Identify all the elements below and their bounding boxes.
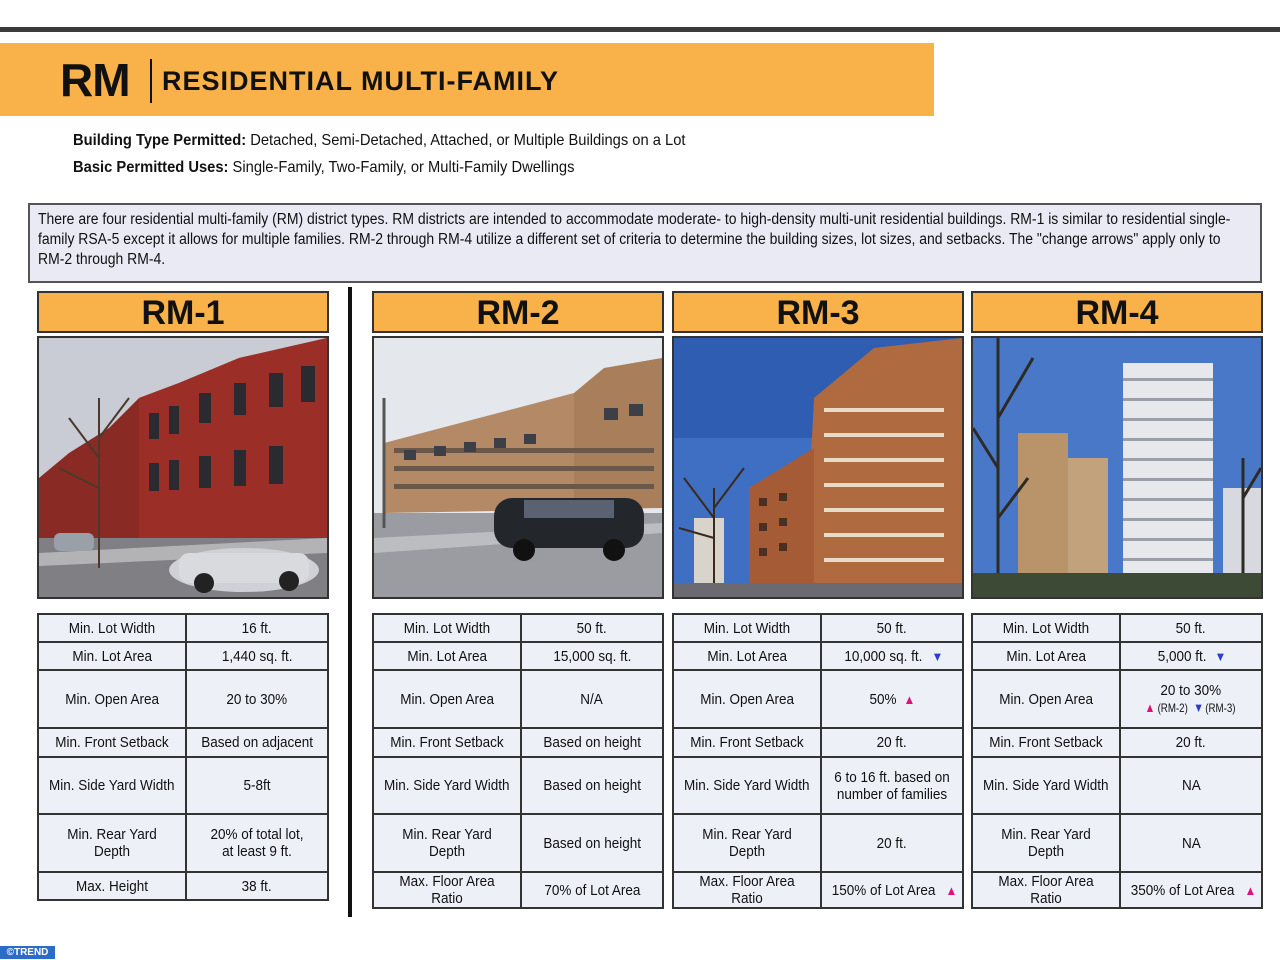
row-label: Min. Front Setback xyxy=(989,734,1103,751)
rm1-spec-table xyxy=(37,613,329,901)
row-label: Min. Lot Area xyxy=(72,647,152,665)
row-label: Min. Open Area xyxy=(999,690,1093,708)
building-type-value: Detached, Semi-Detached, Attached, or Multiple Buildings on a Lot xyxy=(250,132,686,149)
row-label: Max. Height xyxy=(75,877,149,895)
down-arrow-icon: ▼ xyxy=(1193,699,1204,715)
row-label: Min. Lot Area xyxy=(707,647,787,665)
row-label: Min. Open Area xyxy=(65,690,159,708)
table-row xyxy=(38,670,328,728)
district-rm1 xyxy=(37,291,329,895)
table-row xyxy=(972,814,1262,872)
row-label: Min. Lot Width xyxy=(703,619,791,637)
row-value: NA xyxy=(1181,777,1201,794)
title-separator xyxy=(150,59,152,103)
row-value: 20 to 30% xyxy=(1160,681,1222,699)
table-row xyxy=(38,872,328,900)
table-row xyxy=(38,614,328,642)
row-label: Min. Lot Width xyxy=(1002,619,1090,637)
note-rm2: (RM-2) xyxy=(1157,700,1188,715)
row-value: 50 ft. xyxy=(876,619,908,637)
district-heading: RM-1 xyxy=(37,291,329,333)
row-label: Min. Rear Yard Depth xyxy=(402,826,492,860)
row-value: 1,440 sq. ft. xyxy=(221,647,293,665)
district-heading: RM-3 xyxy=(672,291,964,333)
top-rule xyxy=(0,27,1280,32)
row-value: N/A xyxy=(580,690,604,708)
zone-code: RM xyxy=(60,54,130,106)
table-row xyxy=(673,872,963,908)
permitted-uses-line xyxy=(73,158,574,178)
column-divider xyxy=(348,287,352,917)
table-row xyxy=(673,728,963,757)
table-row xyxy=(373,814,663,872)
table-row xyxy=(673,670,963,728)
row-value: 20 to 30% xyxy=(226,690,288,708)
row-label: Min. Rear Yard Depth xyxy=(1001,826,1091,860)
row-label: Max. Floor Area Ratio xyxy=(998,873,1094,907)
row-value: NA xyxy=(1181,834,1201,852)
up-arrow-icon: ▲ xyxy=(945,882,958,898)
row-value: 50 ft. xyxy=(576,619,608,637)
row-value: Based on adjacent xyxy=(201,734,313,751)
table-row xyxy=(673,642,963,670)
up-arrow-icon: ▲ xyxy=(1144,699,1156,715)
row-value: 5-8ft xyxy=(243,777,271,794)
district-heading: RM-4 xyxy=(971,291,1263,333)
table-row xyxy=(38,757,328,814)
row-label: Min. Side Yard Width xyxy=(684,777,810,794)
up-arrow-icon: ▲ xyxy=(1244,882,1257,898)
title-banner xyxy=(0,43,934,116)
table-row xyxy=(373,642,663,670)
district-heading: RM-2 xyxy=(372,291,664,333)
district-rm4 xyxy=(971,291,1263,907)
row-label: Min. Front Setback xyxy=(390,734,504,751)
row-label: Min. Lot Width xyxy=(68,619,156,637)
down-arrow-icon: ▼ xyxy=(931,648,944,664)
row-value: 150% of Lot Area xyxy=(831,881,936,899)
table-row xyxy=(972,670,1262,728)
rm2-photo xyxy=(372,336,664,599)
row-label: Min. Side Yard Width xyxy=(384,777,510,794)
building-type-line xyxy=(73,131,686,151)
table-row xyxy=(373,670,663,728)
row-value: Based on height xyxy=(543,734,641,751)
district-rm2 xyxy=(372,291,664,907)
row-value: 50% xyxy=(869,690,897,708)
permitted-uses-value: Single-Family, Two-Family, or Multi-Family Dwellings xyxy=(232,159,575,176)
table-row xyxy=(373,757,663,814)
row-value: 70% of Lot Area xyxy=(543,881,641,899)
table-row xyxy=(972,642,1262,670)
table-row xyxy=(373,614,663,642)
row-label: Min. Lot Area xyxy=(407,647,487,665)
row-value: 20 ft. xyxy=(876,734,908,751)
table-row xyxy=(972,872,1262,908)
row-label: Min. Lot Width xyxy=(403,619,491,637)
table-row xyxy=(673,614,963,642)
row-label: Min. Lot Area xyxy=(1006,647,1086,665)
row-value: Based on height xyxy=(543,777,641,794)
rm3-spec-table xyxy=(672,613,964,909)
table-row xyxy=(373,728,663,757)
rm4-spec-table xyxy=(971,613,1263,909)
trend-watermark: ©TREND xyxy=(0,946,55,959)
description-box xyxy=(28,203,1262,283)
row-label: Min. Side Yard Width xyxy=(983,777,1109,794)
row-label: Min. Rear Yard Depth xyxy=(67,826,157,860)
district-rm3 xyxy=(672,291,964,907)
table-row xyxy=(972,728,1262,757)
row-value: Based on height xyxy=(543,834,641,852)
down-arrow-icon: ▼ xyxy=(1214,648,1226,664)
permitted-uses-label: Basic Permitted Uses: xyxy=(73,159,229,176)
row-value: 50 ft. xyxy=(1175,619,1207,637)
table-row xyxy=(38,642,328,670)
row-value: 6 to 16 ft. based on number of families xyxy=(834,768,950,803)
row-label: Min. Side Yard Width xyxy=(49,777,175,794)
row-value: 38 ft. xyxy=(241,877,273,895)
row-value: 15,000 sq. ft. xyxy=(552,647,632,665)
table-row xyxy=(373,872,663,908)
table-row xyxy=(673,814,963,872)
rm1-photo xyxy=(37,336,329,599)
table-row xyxy=(972,614,1262,642)
rm2-spec-table xyxy=(372,613,664,909)
table-row xyxy=(38,728,328,757)
row-label: Max. Floor Area Ratio xyxy=(399,873,495,907)
row-value: 16 ft. xyxy=(241,619,273,637)
table-row xyxy=(38,814,328,872)
row-value: 5,000 ft. xyxy=(1158,647,1207,665)
open-area-notes xyxy=(1144,699,1237,717)
note-rm3: (RM-3) xyxy=(1205,700,1237,715)
building-type-label: Building Type Permitted: xyxy=(73,132,247,149)
row-label: Min. Rear Yard Depth xyxy=(702,826,792,860)
page-title: RESIDENTIAL MULTI-FAMILY xyxy=(162,66,560,96)
rm4-photo xyxy=(971,336,1263,599)
row-label: Min. Open Area xyxy=(700,690,794,708)
table-row xyxy=(972,757,1262,814)
row-label: Max. Floor Area Ratio xyxy=(699,873,795,907)
table-row xyxy=(673,757,963,814)
rm3-photo xyxy=(672,336,964,599)
row-label: Min. Front Setback xyxy=(690,734,804,751)
description-text: There are four residential multi-family (RM) district types. RM districts are intended to accommodate moderate- to high-density multi-unit residential buildings. RM-1 is similar to residential single-family RSA-5 except it allows for multiple families. RM-2 through RM-4 utilize a different set of criteria to determine the building sizes, lot sizes, and setbacks. The "change arrows" apply only to RM-2 through RM-4. xyxy=(38,211,1231,268)
up-arrow-icon: ▲ xyxy=(903,691,915,707)
row-value: 20 ft. xyxy=(876,834,908,852)
row-value: 20% of total lot, at least 9 ft. xyxy=(210,826,304,860)
row-value: 10,000 sq. ft. xyxy=(844,647,923,665)
row-label: Min. Front Setback xyxy=(55,734,169,751)
row-label: Min. Open Area xyxy=(400,690,494,708)
row-value: 350% of Lot Area xyxy=(1130,881,1235,899)
row-value: 20 ft. xyxy=(1175,734,1207,751)
